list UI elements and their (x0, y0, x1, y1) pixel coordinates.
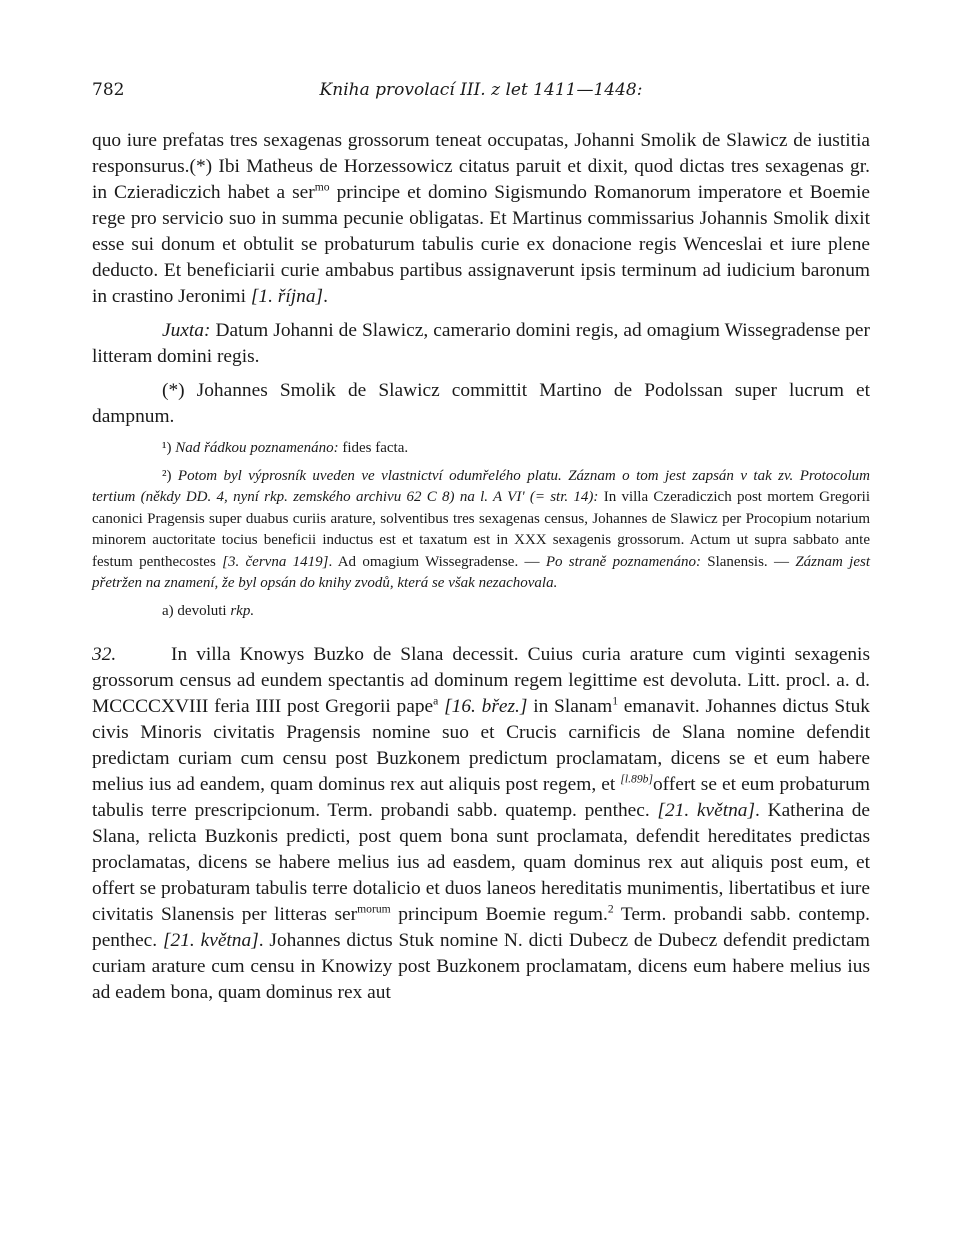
section-32-text: 32. In villa Knowys Buzko de Slana decessit. Cuius curia arature cum viginti sexagenis grossorum census ad eundem spectantis ad dominum regem legittime est devoluta. Litt. procl. a. d. MCCCCXVIII feria IIII post Gregorii pape$^a$ [16. břez.] in Slanam$^1$ emanavit. Johannes dictus Stuk civis Minoris civitatis Pragensis nomine suo et Crucis carnificis de Slana nomine defendit predictam curiam cum censu post Buzkonem predictum proclamatam, dicens se et eum habere melius ius ad eandem, quam dominus rex aut aliquis post regem, et [l.89b]offert se et eum probaturum tabulis terre prescripcionum. Term. probandi sabb. quatemp. penthec. [21. května]. Katherina de Slana, relicta Buzkonis predicti, post quem bona sunt proclamata, defendit hereditates predictas proclamatas, dicens se habere melius ius ad easdem, quam dominus rex aut aliquis post eum, et offert se probaturam tabulis terre dotalicio et duos laneos hereditatis munimentis, libertatibus et iure civitatis Slanensis per litteras ser$^{morum}$ principum Boemie regum.$^2$ Term. probandi sabb. contemp. penthec. [21. května]. Johannes dictus Stuk nomine N. dicti Dubecz de Dubecz defendit predictam curiam arature cum censu in Knowizy post Buzkonem proclamatam, dicens eum habere melius ius ad eadem bona, quam dominus rex aut (92, 644, 871, 1003)
juxta-label: Juxta: (162, 320, 211, 341)
paragraph-continuation: quo iure prefatas tres sexagenas grossorum teneat occupatas, Johanni Smolik de Slawicz de iustitia responsurus.(*) Ibi Matheus de Horzessowicz citatus paruit et dixit, quod dictas tres sexagenas gr. in Czieradiczich habet a ser$^{mo}$ principe et domino Sigismundo Romanorum imperatore et Boemie rege pro servicio suo in summa pecunie obligatas. Et Martinus commissarius Johannis Smolik dixit esse sui donum et obtulit se probaturum tabulis curie ex donacione regis Wenceslai et iure plene deducto. Et beneficiarii curie ambabus partibus assignaverunt ipsis terminum ad iudicium baronum in crastino Jeronimi [1. října]. (92, 130, 871, 307)
section-number: 32. (92, 644, 117, 665)
footnote-a: a) devoluti rkp. (162, 602, 255, 619)
footnote-2: ²) Potom byl výprosník uveden ve vlastnictví odumřelého platu. Záznam o tom jest zapsán v tak zv. Protocolum tertium (někdy DD. 4, nyní rkp. zemského archivu 62 C 8) na l. A VI' (= str. 14): In villa Czeradiczich post mortem Gregorii canonici Pragensis super duabus curiis arature, solventibus tres sexagenas census, Johannes de Slawicz per Procopium notarium minorem auctoritate tocius beneficii inductus est et taxatum est in XXX sexagenis grossorum. Actum ut supra sabbato ante festum penthecostes [3. června 1419]. Ad omagium Wissegradense. — Po straně poznamenáno: Slanensis. — Záznam jest přetržen na znamení, že byl opsán do knihy zvodů, která se však nezachovala. (92, 467, 870, 591)
footnote-1: ¹) Nad řádkou poznamenáno: fides facta. (162, 440, 409, 456)
juxta-paragraph: Juxta: Datum Johanni de Slawicz, camerario domini regis, ad omagium Wissegradense per litteram domini regis. (92, 320, 870, 367)
folio-marker: [l.89b] (620, 772, 653, 786)
date-annotation: [1. října] (250, 286, 324, 307)
page-number: 782 (92, 80, 125, 100)
star-note: (*) Johannes Smolik de Slawicz committit Martino de Podolssan super lucrum et dampnum. (92, 380, 870, 427)
main-text (92, 128, 870, 430)
running-title: Kniha provolací III. z let 1411—1448: (319, 80, 643, 100)
document-page (92, 80, 870, 1006)
section-32 (92, 642, 870, 1006)
footnotes (92, 438, 870, 622)
page-header (92, 80, 870, 110)
